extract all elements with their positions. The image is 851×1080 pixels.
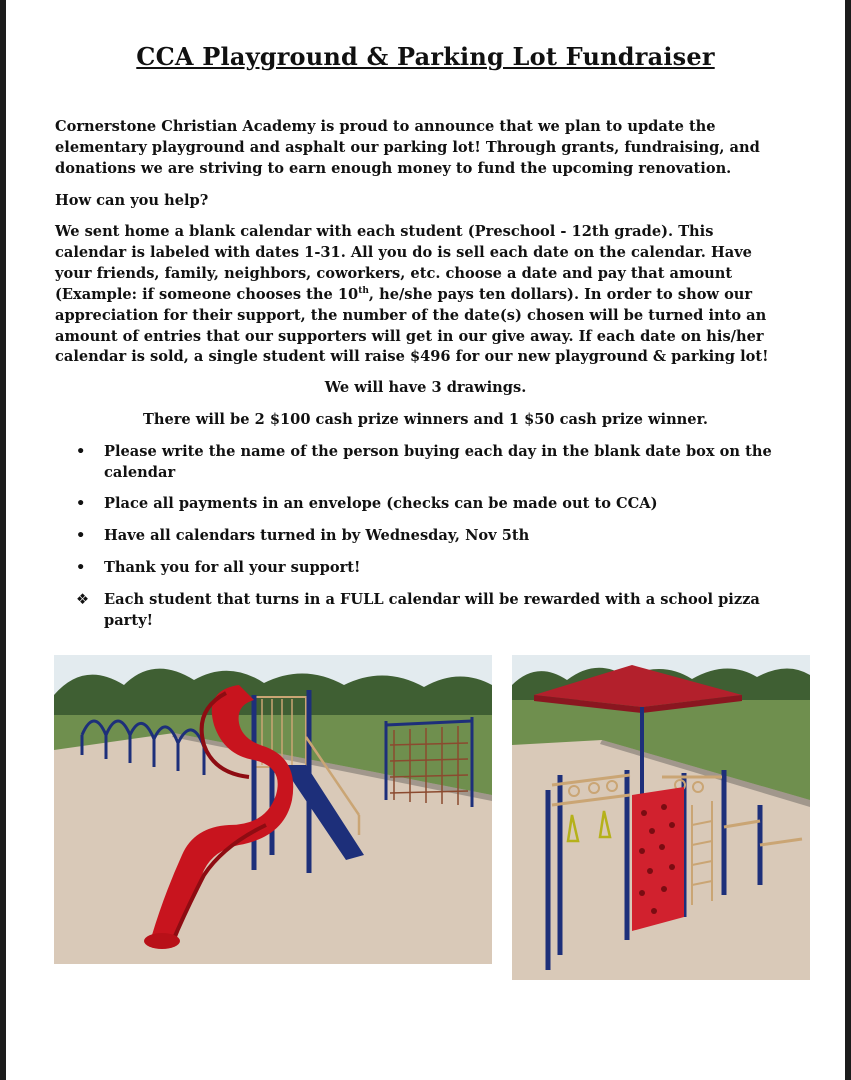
details-line-example xyxy=(55,285,795,306)
details-paragraph xyxy=(55,222,795,368)
details-line: calendar is labeled with dates 1-31. All you do is sell each date on the calendar. Have xyxy=(55,243,752,261)
bullet-text: Place all payments in an envelope (checks can be made out to CCA) xyxy=(104,495,658,512)
bullet-text: Thank you for all your support! xyxy=(104,559,361,576)
example-superscript: th xyxy=(358,285,369,296)
example-text-before: (Example: if someone chooses the 10 xyxy=(55,285,359,303)
details-line: your friends, family, neighbors, coworkers, etc. choose a date and pay that amount xyxy=(55,264,733,282)
details-line: calendar is sold, a single student will raise $496 for our new playground & parking lot! xyxy=(55,348,769,366)
star-bullet-text: Each student that turns in a FULL calendar will be rewarded with a school pizza party! xyxy=(104,591,760,629)
intro-paragraph xyxy=(55,117,795,180)
drawings-line: We will have 3 drawings. xyxy=(324,379,527,396)
flyer-title: CCA Playground & Parking Lot Fundraiser xyxy=(136,42,715,71)
details-line: appreciation for their support, the number of the date(s) chosen will be turned into an xyxy=(55,306,767,324)
flyer-page xyxy=(6,0,845,1080)
playground-canopy-image xyxy=(512,655,810,980)
bullet-icon: • xyxy=(76,559,86,576)
bullet-text: Please write the name of the person buying each day in the blank date box on the calendar xyxy=(104,443,772,481)
intro-line: elementary playground and asphalt our parking lot! Through grants, fundraising, and xyxy=(55,138,760,156)
intro-line: donations we are striving to earn enough money to fund the upcoming renovation. xyxy=(55,159,732,177)
details-line: We sent home a blank calendar with each student (Preschool - 12th grade). This xyxy=(55,223,714,240)
bullet-text: Have all calendars turned in by Wednesday, Nov 5th xyxy=(104,527,530,544)
bullet-icon: • xyxy=(76,443,86,460)
bullet-icon: • xyxy=(76,495,86,512)
intro-line: Cornerstone Christian Academy is proud to announce that we plan to update the xyxy=(55,118,716,135)
playground-slide-image xyxy=(54,655,492,964)
example-text-after: , he/she pays ten dollars). In order to show our xyxy=(368,285,753,303)
details-line: amount of entries that our supporters will get in our give away. If each date on his/her xyxy=(55,327,764,345)
bullet-icon: • xyxy=(76,527,86,544)
prizes-line: There will be 2 $100 cash prize winners and 1 $50 cash prize winner. xyxy=(142,411,709,428)
diamond-star-icon: ❖ xyxy=(76,591,90,608)
help-question: How can you help? xyxy=(55,192,209,209)
